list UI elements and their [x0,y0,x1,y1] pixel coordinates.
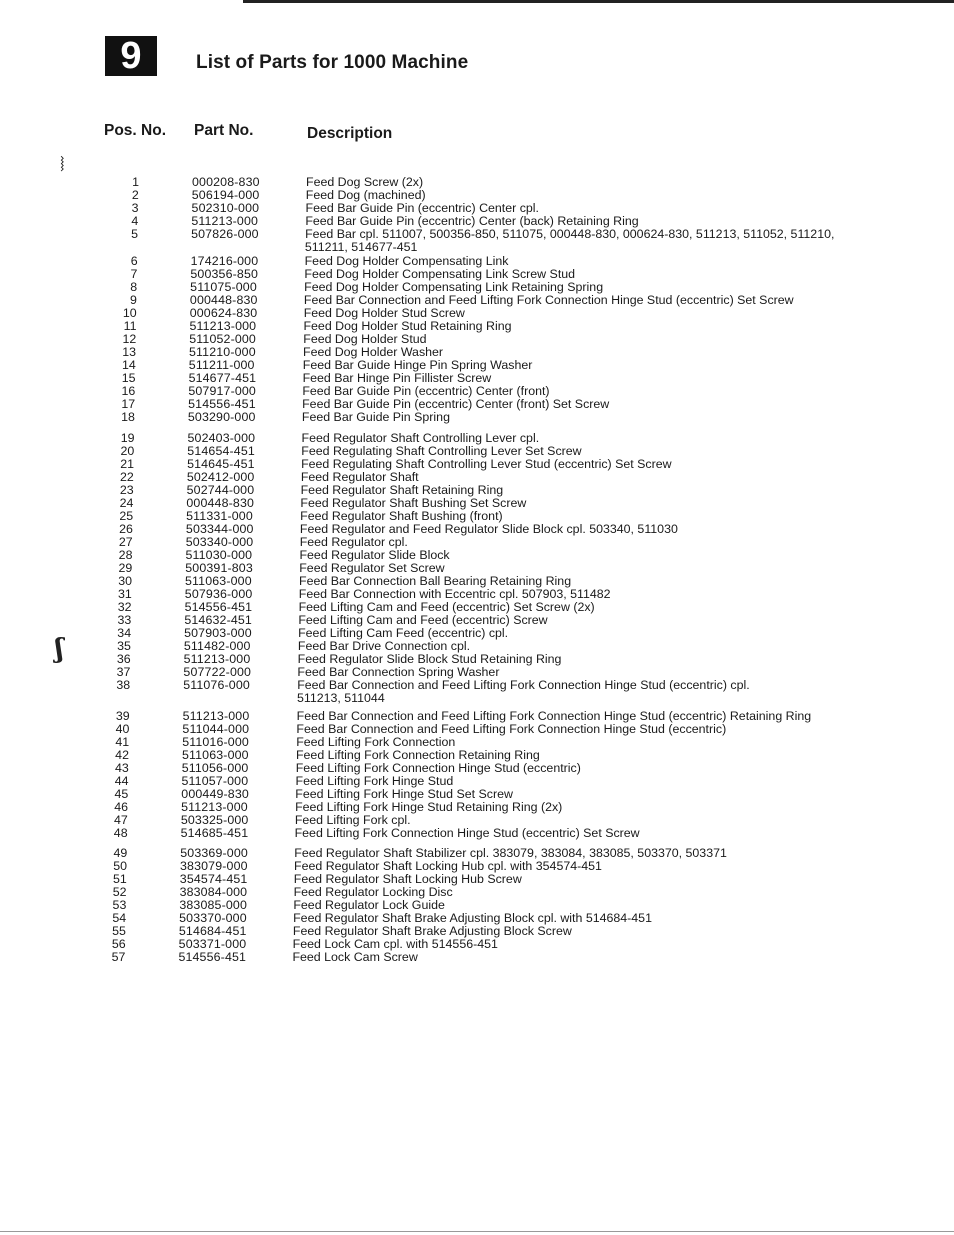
pos-no-cell: 15 [121,371,136,385]
part-no-cell: 174216-000 [190,254,259,268]
part-no-cell: 383084-000 [179,885,248,899]
parts-row [0,762,954,775]
part-no-cell: 500356-850 [190,267,259,281]
parts-row [0,873,954,886]
description-cell: Feed Bar Drive Connection cpl. [297,639,471,653]
part-no-cell: 503369-000 [180,846,248,860]
description-cell: Feed Regulator Shaft Controlling Lever cpl. [301,431,540,445]
parts-row [0,320,954,333]
pos-no-cell: 18 [121,410,135,424]
part-no-cell: 511076-000 [183,678,250,692]
description-cell: Feed Bar Guide Hinge Pin Spring Washer [302,358,533,372]
pos-no-cell: 43 [114,761,129,775]
description-cell: Feed Lifting Fork Connection Hinge Stud (eccentric) [295,761,581,775]
pos-no-cell: 35 [117,639,131,653]
part-no-cell: 503370-000 [179,911,247,925]
pos-no-cell: 27 [118,535,133,549]
description-cell: Feed Lifting Fork Hinge Stud Retaining Ring (2x) [295,800,563,814]
description-cell: Feed Bar Guide Pin (eccentric) Center (back) Retaining Ring [305,214,639,228]
part-no-cell: 503371-000 [178,937,247,951]
parts-row [0,827,954,840]
description-cell: Feed Regulator Set Screw [299,561,445,575]
part-no-cell: 514556-451 [184,600,253,614]
description-cell: Feed Lifting Fork Connection [296,735,456,749]
description-cell: Feed Dog Holder Stud Retaining Ring [303,319,512,333]
part-no-cell: 511075-000 [190,280,257,294]
pos-no-cell: 6 [130,254,138,268]
description-cell: Feed Lock Cam cpl. with 514556-451 [292,937,498,951]
description-cell: Feed Bar Connection and Feed Lifting Fork Connection Hinge Stud (eccentric) Retaining Ring [296,709,812,723]
description-cell: Feed Bar Guide Pin (eccentric) Center (front) Set Screw [302,397,610,411]
part-no-cell: 511030-000 [185,548,253,562]
description-cell: Feed Bar Connection and Feed Lifting Fork Connection Hinge Stud (eccentric) Set Screw [303,293,794,307]
pos-no-cell: 4 [131,214,139,228]
margin-bracket-mark: ʃ [55,634,64,664]
description-cell: Feed Regulator Slide Block Stud Retaining Ring [297,652,562,666]
description-cell: Feed Lifting Cam and Feed (eccentric) Screw [298,613,548,627]
part-no-cell: 511213-000 [182,709,250,723]
pos-no-cell: 24 [119,496,134,510]
description-cell: Feed Bar Connection and Feed Lifting Fork Connection Hinge Stud (eccentric) [296,722,727,736]
parts-row [0,536,954,549]
pos-no-cell: 14 [122,358,136,372]
pos-no-cell: 52 [112,885,127,899]
description-cell: Feed Bar Guide Pin (eccentric) Center (front) [302,384,550,398]
description-cell: Feed Regulator Locking Disc [293,885,453,899]
pos-no-cell: 48 [113,826,128,840]
pos-no-cell: 51 [113,872,127,886]
pos-no-cell: 32 [117,600,132,614]
description-cell: Feed Dog Holder Compensating Link Screw Stud [304,267,576,281]
pos-no-cell: 13 [122,345,137,359]
parts-row [0,723,954,736]
part-no-cell: 503340-000 [185,535,254,549]
description-cell: Feed Regulator and Feed Regulator Slide Block cpl. 503340, 511030 [299,522,678,536]
pos-no-cell: 34 [117,626,132,640]
description-cell: Feed Bar Connection with Eccentric cpl. 507903, 511482 [298,587,611,601]
pos-no-cell: 26 [119,522,133,536]
pos-no-cell: 45 [114,787,129,801]
description-cell: Feed Regulator Shaft Locking Hub cpl. with 354574-451 [294,859,602,873]
pos-no-cell: 12 [122,332,137,346]
pos-no-cell: 11 [123,319,137,333]
pos-no-cell: 3 [131,201,139,215]
description-cell: Feed Dog Holder Washer [303,345,444,359]
pos-no-cell: 36 [116,652,131,666]
parts-row [0,801,954,814]
pos-no-cell: 37 [116,665,131,679]
part-no-cell: 000624-830 [189,306,258,320]
part-no-cell: 503290-000 [187,410,256,424]
parts-row [0,938,954,951]
part-no-cell: 000449-830 [181,787,249,801]
description-cell: Feed Dog Holder Compensating Link [304,254,509,268]
description-cell: Feed Lifting Fork Connection Retaining Ring [295,748,540,762]
part-no-cell: 383079-000 [180,859,248,873]
part-no-cell: 514556-451 [178,950,247,964]
part-no-cell: 500391-803 [185,561,253,575]
part-no-cell: 511063-000 [185,574,252,588]
pos-no-cell: 40 [115,722,130,736]
part-no-cell: 506194-000 [191,188,260,202]
pos-no-cell: 33 [117,613,132,627]
parts-row [0,176,954,189]
part-no-cell: 507917-000 [188,384,256,398]
pos-no-cell: 8 [130,280,138,294]
pos-no-cell: 55 [112,924,126,938]
part-no-cell: 511213-000 [181,800,248,814]
description-cell: Feed Bar Connection and Feed Lifting Fork Connection Hinge Stud (eccentric) cpl. [297,678,750,692]
description-cell: Feed Regulator Shaft Brake Adjusting Block cpl. with 514684-451 [293,911,652,925]
description-continuation: 511211, 514677-451 [304,240,418,254]
description-cell: Feed Lock Cam Screw [292,950,418,964]
parts-row [0,398,954,411]
description-cell: Feed Regulator Shaft Brake Adjusting Block Screw [292,924,572,938]
description-cell: Feed Dog Holder Stud Screw [303,306,465,320]
page-title: List of Parts for 1000 Machine [196,52,469,73]
pos-no-cell: 16 [121,384,136,398]
pos-no-cell: 31 [117,587,132,601]
pos-no-cell: 10 [122,306,137,320]
description-cell: Feed Bar Connection Spring Washer [297,665,500,679]
description-cell: Feed Bar Guide Pin Spring [301,410,450,424]
part-no-cell: 511056-000 [181,761,249,775]
parts-row [0,549,954,562]
pos-no-cell: 21 [120,457,135,471]
part-no-cell: 511211-000 [188,358,255,372]
part-no-cell: 502403-000 [187,431,256,445]
part-no-cell: 507903-000 [184,626,252,640]
description-cell: Feed Dog Holder Compensating Link Retaining Spring [304,280,604,294]
parts-row [0,458,954,471]
description-cell: Feed Bar Guide Pin (eccentric) Center cpl. [305,201,539,215]
pos-no-header: Pos. No. [104,122,167,139]
part-no-cell: 511482-000 [183,639,251,653]
description-cell: Feed Dog (machined) [305,188,426,202]
pos-no-cell: 2 [131,188,139,202]
part-no-cell: 507722-000 [183,665,252,679]
part-no-cell: 511063-000 [181,748,249,762]
pos-no-cell: 57 [111,950,126,964]
pos-no-cell: 1 [132,175,139,189]
part-no-cell: 503325-000 [180,813,249,827]
pos-no-cell: 46 [114,800,129,814]
part-no-cell: 502412-000 [186,470,255,484]
description-cell: Feed Bar Connection Ball Bearing Retaining Ring [299,574,572,588]
part-no-cell: 511044-000 [182,722,250,736]
description-cell: Feed Bar cpl. 511007, 500356-850, 511075, 000448-830, 000624-830, 511213, 511052, 511210, [305,227,835,241]
parts-row [0,627,954,640]
parts-row [0,333,954,346]
part-no-cell: 511213-000 [183,652,251,666]
pos-no-cell: 56 [111,937,126,951]
parts-row [0,294,954,307]
part-no-cell: 000448-830 [186,496,255,510]
description-cell: Feed Lifting Cam and Feed (eccentric) Set Screw (2x) [298,600,595,614]
pos-no-cell: 39 [115,709,130,723]
pos-no-cell: 7 [130,267,138,281]
description-cell: Feed Dog Screw (2x) [306,175,424,189]
pos-no-cell: 38 [116,678,131,692]
description-cell: Feed Regulator Shaft Locking Hub Screw [293,872,522,886]
pos-no-cell: 42 [115,748,129,762]
pos-no-cell: 50 [113,859,128,873]
part-no-cell: 514556-451 [188,397,256,411]
description-cell: Feed Regulator Shaft Bushing Set Screw [300,496,527,510]
part-no-cell: 000208-830 [192,175,260,189]
part-no-cell: 511057-000 [181,774,249,788]
description-cell: Feed Regulator Lock Guide [293,898,445,912]
pos-no-cell: 25 [119,509,134,523]
part-no-cell: 511016-000 [182,735,249,749]
description-cell: Feed Regulator Shaft [300,470,419,484]
parts-row [0,886,954,899]
pos-no-cell: 53 [112,898,127,912]
part-no-cell: 514684-451 [178,924,247,938]
part-no-cell: 514632-451 [184,613,252,627]
part-no-cell: 511331-000 [186,509,253,523]
part-no-cell: 503344-000 [185,522,254,536]
part-no-cell: 514654-451 [187,444,255,458]
part-no-cell: 511052-000 [189,332,256,346]
part-no-cell: 502310-000 [191,201,260,215]
margin-bracket-mark: ⧘ [60,152,65,177]
bottom-rule [0,1231,954,1232]
description-cell: Feed Lifting Fork Hinge Stud [295,774,454,788]
parts-row [0,228,954,241]
pos-no-cell: 5 [131,227,139,241]
parts-row [0,951,954,964]
pos-no-cell: 41 [115,735,130,749]
pos-no-cell: 47 [114,813,128,827]
description-cell: Feed Regulator Shaft Bushing (front) [300,509,503,523]
part-no-cell: 383085-000 [179,898,247,912]
pos-no-cell: 54 [112,911,127,925]
part-no-cell: 514645-451 [187,457,255,471]
description-cell: Feed Bar Hinge Pin Fillister Screw [302,371,492,385]
description-cell: Feed Lifting Fork Hinge Stud Set Screw [295,787,513,801]
part-no-cell: 000448-830 [189,293,258,307]
pos-no-cell: 30 [118,574,133,588]
section-number-badge: 9 [105,36,157,76]
parts-row [0,679,954,692]
pos-no-cell: 49 [113,846,128,860]
part-no-cell: 511210-000 [189,345,256,359]
part-no-header: Part No. [194,122,254,139]
description-cell: Feed Regulating Shaft Controlling Lever Set Screw [301,444,582,458]
description-cell: Feed Regulator Shaft Stabilizer cpl. 383079, 383084, 383085, 503370, 503371 [294,846,727,860]
part-no-cell: 514685-451 [180,826,249,840]
description-cell: Feed Lifting Fork Connection Hinge Stud (eccentric) Set Screw [294,826,640,840]
description-cell: Feed Regulator cpl. [299,535,408,549]
pos-no-cell: 17 [121,397,136,411]
pos-no-cell: 28 [118,548,133,562]
pos-no-cell: 44 [114,774,129,788]
description-cell: Feed Regulator Shaft Retaining Ring [300,483,504,497]
pos-no-cell: 9 [130,293,137,307]
description-cell: Feed Regulator Slide Block [299,548,450,562]
part-no-cell: 354574-451 [179,872,248,886]
part-no-cell: 507936-000 [184,587,253,601]
parts-row [0,523,954,536]
part-no-cell: 514677-451 [188,371,257,385]
parts-row [0,411,954,424]
pos-no-cell: 20 [120,444,135,458]
description-cell: Feed Regulating Shaft Controlling Lever Stud (eccentric) Set Screw [301,457,672,471]
description-cell: Feed Lifting Cam Feed (eccentric) cpl. [298,626,509,640]
part-no-cell: 511213-000 [189,319,257,333]
description-header: Description [307,125,393,142]
part-no-cell: 507826-000 [191,227,259,241]
part-no-cell: 511213-000 [191,214,259,228]
part-no-cell: 502744-000 [186,483,255,497]
pos-no-cell: 19 [120,431,135,445]
description-cell: Feed Dog Holder Stud [303,332,427,346]
pos-no-cell: 23 [119,483,134,497]
description-continuation: 511213, 511044 [296,691,385,705]
description-cell: Feed Lifting Fork cpl. [294,813,411,827]
pos-no-cell: 22 [120,470,134,484]
pos-no-cell: 29 [118,561,133,575]
